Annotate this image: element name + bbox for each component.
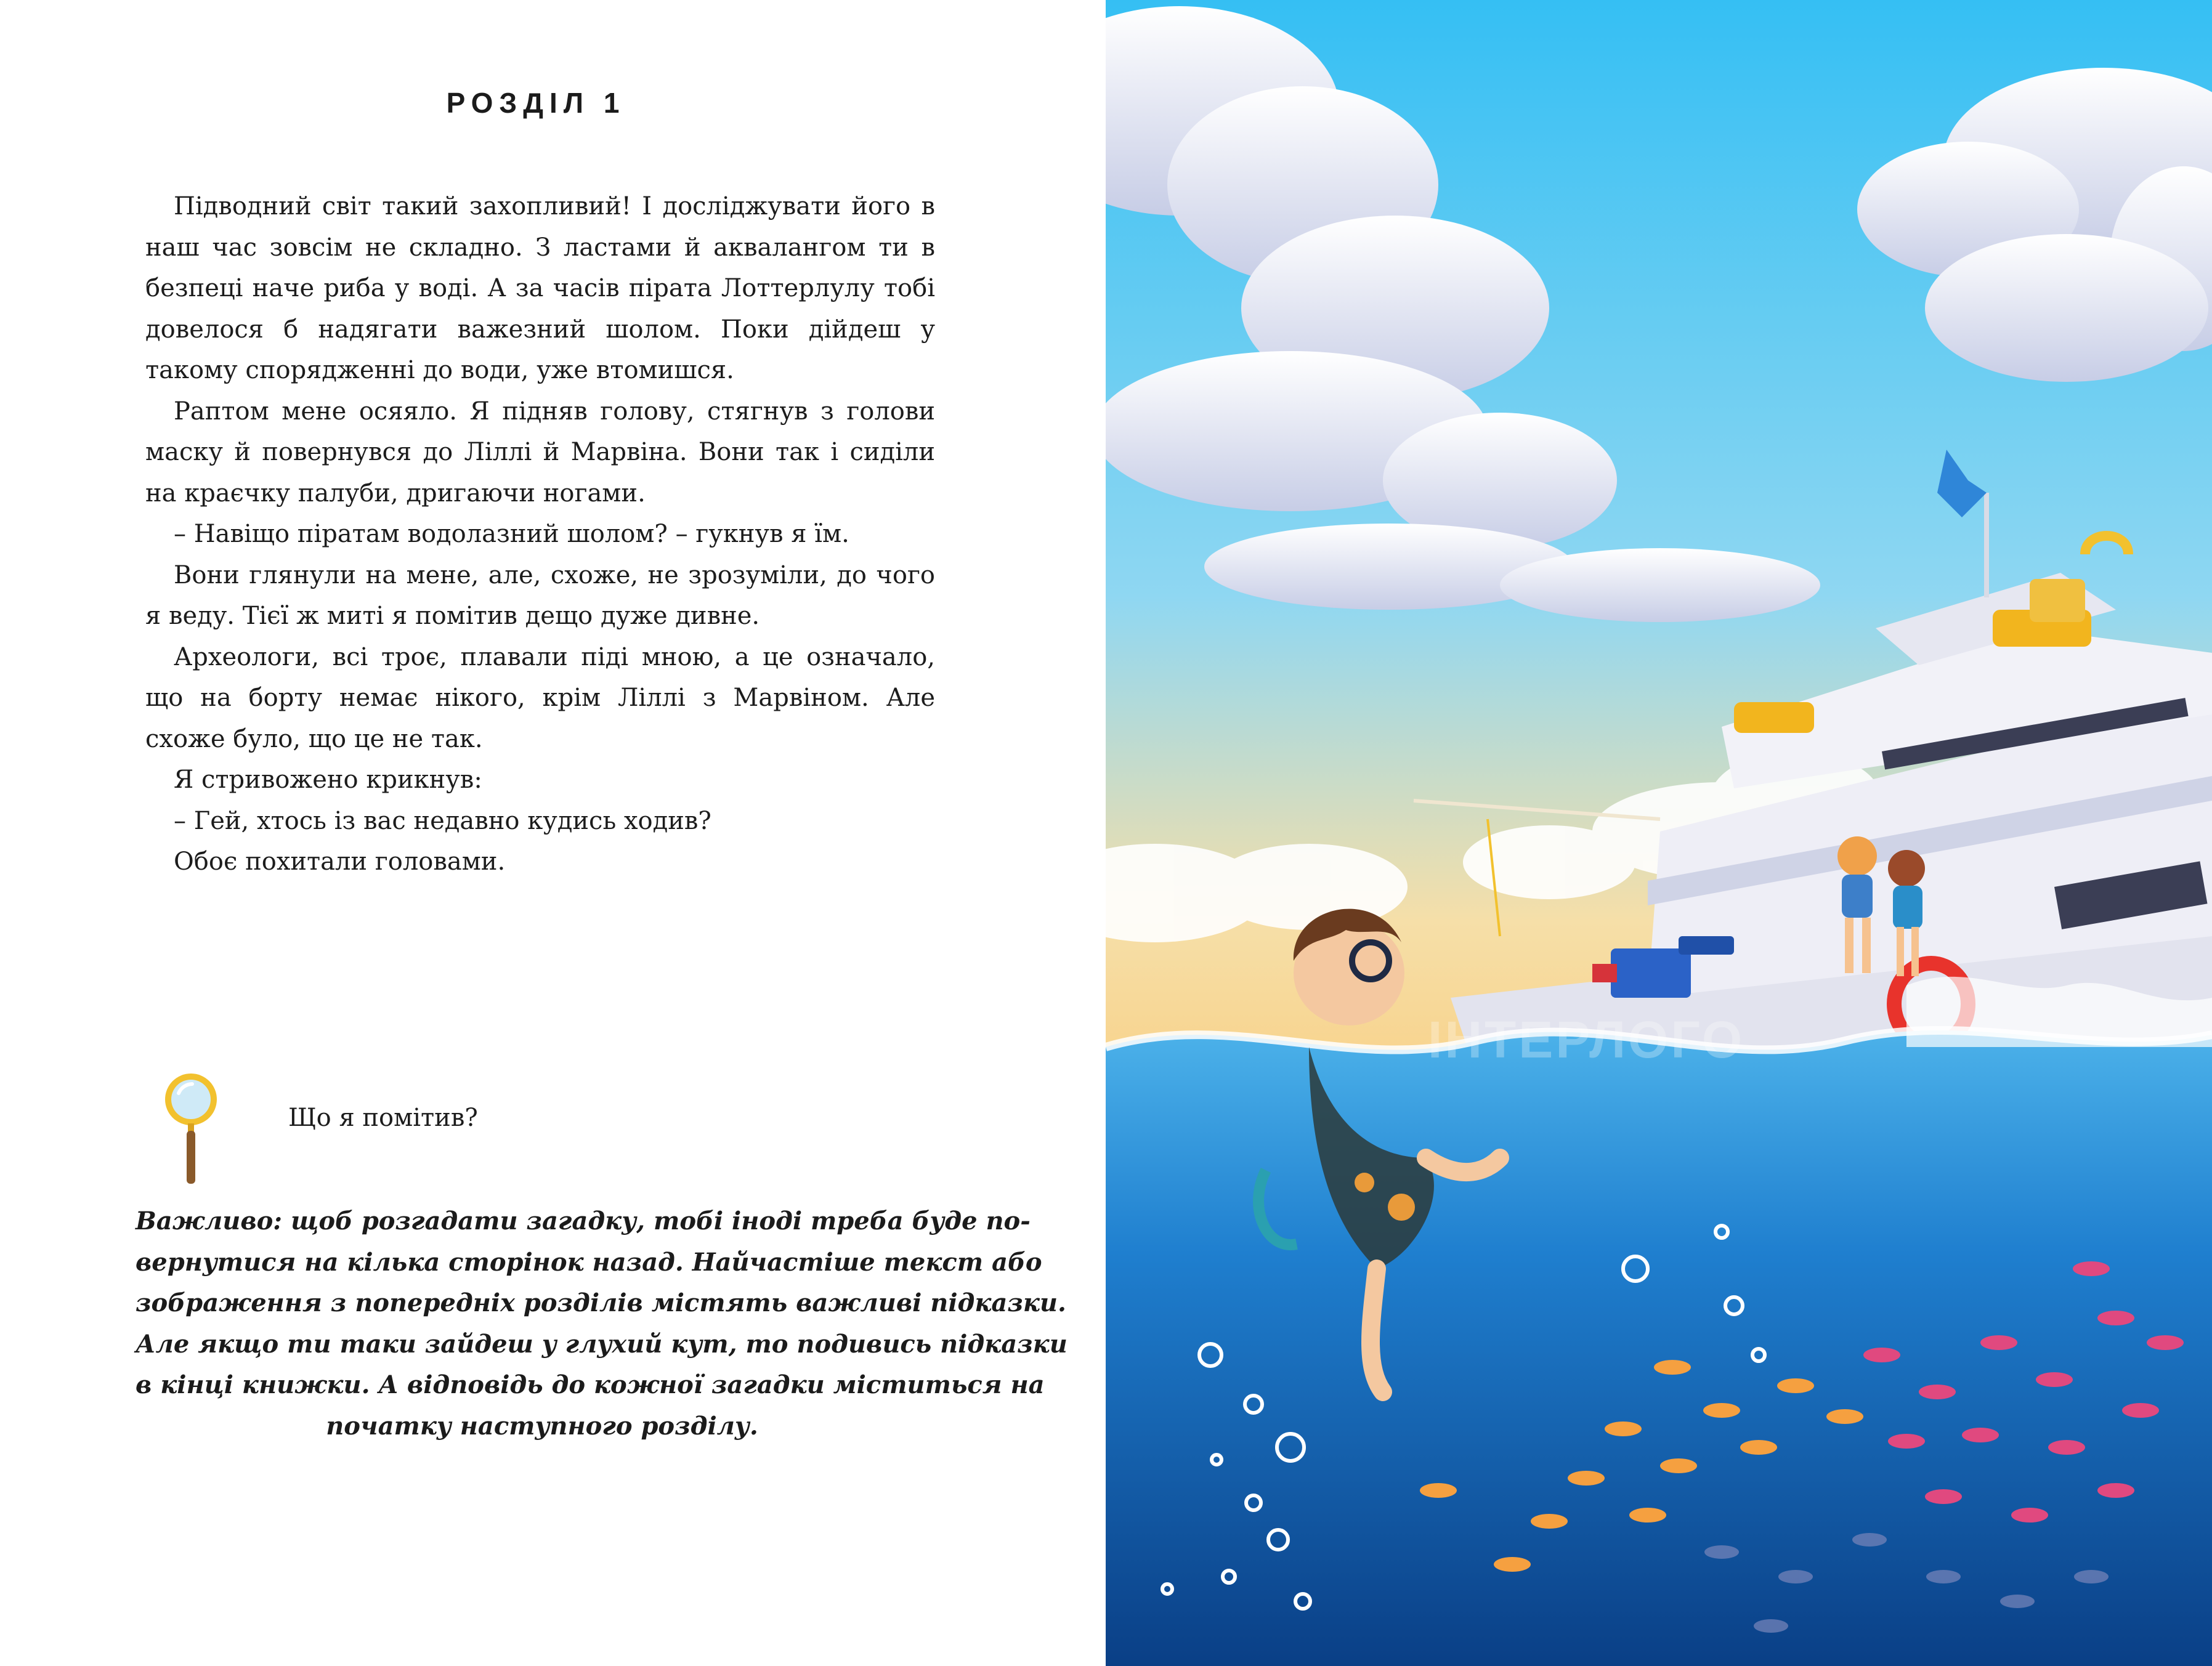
chapter-heading: РОЗДІЛ 1 xyxy=(446,87,626,119)
yacht-and-diver-illustration xyxy=(1106,0,2212,1666)
riddle-question: Що я помітив? xyxy=(288,1104,478,1132)
paragraph: – Гей, хтось із вас недавно кудись ходив? xyxy=(174,806,711,835)
note-line: Але якщо ти таки зайдеш у глухий кут, то подивись підказки xyxy=(136,1329,1068,1359)
magnifying-glass-icon xyxy=(160,1066,228,1189)
paragraph: Раптом мене осяяло. Я підняв голову, стягнув з голови маску й повернувся до Ліллі й Марвіна. Вони так і сиділи на краєчку палуби, дригаючи ногами. xyxy=(145,397,935,507)
paragraph: Археологи, всі троє, плавали піді мною, а це означало, що на борту немає нікого, крім Ліллі з Марвіном. Але схоже було, що це не так. xyxy=(145,642,935,753)
right-page xyxy=(1106,0,2212,1666)
story-text xyxy=(145,186,935,883)
note-line: зображення з попередніх розділів містять важливі підказки. xyxy=(136,1288,1066,1317)
paragraph: Підводний світ такий захопливий! І досліджувати його в наш час зовсім не складно. З ластами й аквалангом ти в безпеці наче риба у воді. А за часів пірата Лоттерлулу тобі довелося б надягати важезний шолом. Поки дійдеш у такому спорядженні до води, уже втомишся. xyxy=(145,192,935,384)
paragraph: – Навіщо піратам водолазний шолом? – гукнув я їм. xyxy=(174,520,849,548)
note-line: в кінці книжки. А відповідь до кожної загадки міститься на xyxy=(136,1370,1045,1399)
paragraph: Обоє похитали головами. xyxy=(174,847,506,876)
important-note xyxy=(136,1201,1068,1447)
note-line: Важливо: щоб розгадати загадку, тобі іноді треба буде по- xyxy=(136,1207,1031,1235)
sea xyxy=(1106,1030,2212,1666)
note-line: вернутися на кілька сторінок назад. Найчастіше текст або xyxy=(136,1247,1042,1277)
paragraph: Вони глянули на мене, але, схоже, не зрозуміли, до чого я веду. Тієї ж миті я помітив дещо дуже дивне. xyxy=(145,560,935,630)
paragraph: Я стривожено крикнув: xyxy=(174,766,482,794)
riddle-hint xyxy=(160,1066,776,1189)
note-line: початку наступного розділу. xyxy=(326,1411,758,1441)
publisher-watermark: ІНТЕРЛОГО xyxy=(1428,1011,1745,1069)
